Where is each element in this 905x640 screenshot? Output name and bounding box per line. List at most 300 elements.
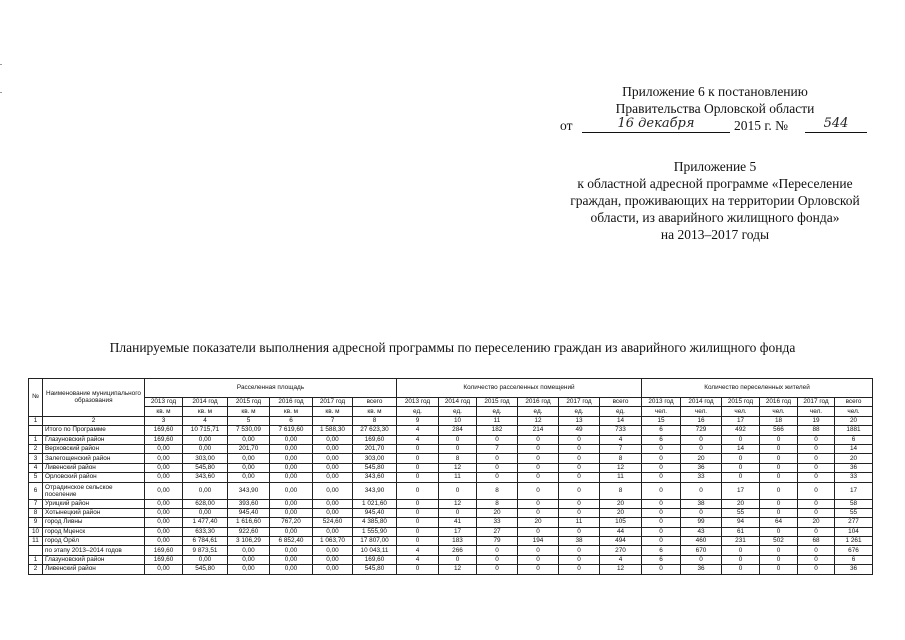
margin-mark [0, 92, 2, 93]
row-value: 0,00 [145, 463, 183, 472]
row-value: 0 [397, 518, 439, 527]
row-value: 17 807,00 [353, 537, 397, 546]
row-value: 0 [518, 435, 559, 444]
row-value: 12 [439, 565, 477, 574]
column-number: 3 [145, 416, 183, 425]
row-value: 4 [600, 435, 642, 444]
table-row [29, 499, 873, 508]
row-value: 0 [798, 555, 835, 564]
row-value: 183 [439, 537, 477, 546]
row-value: 922,60 [228, 527, 270, 536]
row-value: 169,60 [353, 435, 397, 444]
row-value: 628,00 [183, 499, 228, 508]
appendix-5-header [555, 158, 875, 243]
row-value: 0,00 [313, 482, 353, 499]
row-value: 6 [642, 435, 681, 444]
table-row [29, 482, 873, 499]
row-value: 11 [439, 473, 477, 482]
table-row [29, 546, 873, 555]
unit-header: кв. м [228, 407, 270, 416]
row-value: 1 021,60 [353, 499, 397, 508]
year-header: 2014 год [439, 398, 477, 407]
row-value: 201,70 [228, 444, 270, 453]
unit-header: кв. м [313, 407, 353, 416]
table-row [29, 555, 873, 564]
row-value: 0,00 [270, 435, 313, 444]
row-value: 7 [600, 444, 642, 453]
row-value: 0 [760, 463, 798, 472]
row-value: 214 [518, 426, 559, 435]
unit-header-row [29, 407, 873, 416]
row-value: 0 [642, 537, 681, 546]
row-value: 20 [722, 499, 760, 508]
col-header-no: № [29, 379, 43, 417]
year-header: всего [353, 398, 397, 407]
row-number: 2 [29, 565, 43, 574]
row-name: Ливенский район [43, 463, 145, 472]
row-value: 0 [760, 508, 798, 517]
row-value: 49 [559, 426, 600, 435]
row-value: 38 [681, 499, 722, 508]
row-value: 0 [397, 444, 439, 453]
row-value: 1 588,30 [313, 426, 353, 435]
row-value: 0,00 [270, 482, 313, 499]
row-value: 0,00 [270, 565, 313, 574]
column-number: 9 [397, 416, 439, 425]
row-value: 55 [835, 508, 873, 517]
row-value: 8 [439, 454, 477, 463]
column-number: 14 [600, 416, 642, 425]
row-value: 8 [600, 482, 642, 499]
row-value: 0 [559, 463, 600, 472]
row-value: 0,00 [270, 444, 313, 453]
row-value: 0 [760, 444, 798, 453]
row-value: 0 [722, 454, 760, 463]
row-value: 0 [518, 565, 559, 574]
year-header: 2016 год [518, 398, 559, 407]
row-value: 0 [681, 435, 722, 444]
unit-header: кв. м [183, 407, 228, 416]
row-value: 0,00 [313, 527, 353, 536]
row-value: 0 [518, 454, 559, 463]
row-number: 3 [29, 454, 43, 463]
row-value: 0 [681, 482, 722, 499]
margin-mark [0, 64, 2, 65]
decree-date-row [560, 117, 870, 137]
row-value: 0 [798, 527, 835, 536]
unit-header: ед. [397, 407, 439, 416]
row-value: 8 [477, 482, 518, 499]
row-name: Верховский район [43, 444, 145, 453]
year-header: 2017 год [559, 398, 600, 407]
year-header: 2013 год [642, 398, 681, 407]
row-value: 545,80 [183, 463, 228, 472]
row-value: 36 [681, 463, 722, 472]
row-value: 0,00 [228, 454, 270, 463]
row-value: 0,00 [270, 555, 313, 564]
row-value: 20 [798, 518, 835, 527]
row-value: 169,60 [145, 435, 183, 444]
table-row [29, 537, 873, 546]
row-value: 0 [681, 555, 722, 564]
row-value: 6 [835, 435, 873, 444]
row-value: 0 [397, 473, 439, 482]
row-value: 4 [397, 555, 439, 564]
year-header: 2015 год [722, 398, 760, 407]
appendix-5-line3: граждан, проживающих на территории Орловской [570, 193, 860, 208]
row-value: 0,00 [313, 508, 353, 517]
row-value: 0,00 [183, 444, 228, 453]
row-value: 0,00 [313, 546, 353, 555]
indicators-table [28, 378, 873, 575]
unit-header: чел. [798, 407, 835, 416]
row-value: 0 [681, 444, 722, 453]
row-value: 0 [397, 565, 439, 574]
row-value: 20 [835, 454, 873, 463]
year-header: всего [835, 398, 873, 407]
row-value: 343,90 [353, 482, 397, 499]
row-value: 729 [681, 426, 722, 435]
row-value: 0 [477, 565, 518, 574]
column-number: 6 [270, 416, 313, 425]
year-header: всего [600, 398, 642, 407]
unit-header: чел. [835, 407, 873, 416]
row-name: Хотынецкий район [43, 508, 145, 517]
row-value: 0,00 [270, 527, 313, 536]
row-value: 0 [518, 444, 559, 453]
row-value: 0 [518, 555, 559, 564]
row-value: 0 [518, 482, 559, 499]
row-value: 0,00 [313, 499, 353, 508]
row-value: 0 [518, 473, 559, 482]
row-value: 1 063,70 [313, 537, 353, 546]
row-number: 7 [29, 499, 43, 508]
row-value: 670 [681, 546, 722, 555]
row-value: 6 852,40 [270, 537, 313, 546]
row-value: 0 [559, 482, 600, 499]
row-value: 7 [477, 444, 518, 453]
row-value: 0 [722, 463, 760, 472]
row-value: 17 [835, 482, 873, 499]
row-value: 0 [559, 508, 600, 517]
row-number: 5 [29, 473, 43, 482]
column-number: 13 [559, 416, 600, 425]
row-value: 0 [642, 518, 681, 527]
row-value: 33 [835, 473, 873, 482]
row-value: 3 106,29 [228, 537, 270, 546]
row-value: 0 [559, 444, 600, 453]
table-row [29, 444, 873, 453]
row-name: город Мценск [43, 527, 145, 536]
unit-header: чел. [642, 407, 681, 416]
row-value: 0 [559, 499, 600, 508]
row-value: 20 [681, 454, 722, 463]
row-value: 0 [760, 435, 798, 444]
row-number: 4 [29, 463, 43, 472]
column-number-row [29, 416, 873, 425]
unit-header: чел. [681, 407, 722, 416]
row-number: 1 [29, 555, 43, 564]
row-value: 0 [722, 473, 760, 482]
row-value: 1 477,40 [183, 518, 228, 527]
table-row [29, 527, 873, 536]
year-header: 2017 год [313, 398, 353, 407]
row-value: 0 [798, 499, 835, 508]
row-value: 0 [798, 482, 835, 499]
unit-header: ед. [559, 407, 600, 416]
row-value: 0 [798, 473, 835, 482]
row-value: 0,00 [270, 463, 313, 472]
row-value: 0 [798, 444, 835, 453]
row-number: 1 [29, 435, 43, 444]
row-value: 0 [397, 527, 439, 536]
row-value: 99 [681, 518, 722, 527]
row-value: 169,60 [145, 555, 183, 564]
row-number: 9 [29, 518, 43, 527]
column-number: 11 [477, 416, 518, 425]
column-number: 5 [228, 416, 270, 425]
row-value: 0 [642, 454, 681, 463]
row-value: 0,00 [313, 435, 353, 444]
row-value: 0,00 [270, 499, 313, 508]
row-value: 0 [477, 463, 518, 472]
row-value: 0 [559, 473, 600, 482]
row-value: 0,00 [228, 565, 270, 574]
row-value: 0 [722, 546, 760, 555]
column-number: 10 [439, 416, 477, 425]
row-value: 0 [518, 508, 559, 517]
year-header: 2015 год [228, 398, 270, 407]
row-value: 0,00 [145, 499, 183, 508]
table-row [29, 518, 873, 527]
row-value: 0 [760, 454, 798, 463]
row-value: 27 623,30 [353, 426, 397, 435]
row-value: 64 [760, 518, 798, 527]
row-value: 343,60 [183, 473, 228, 482]
group-header-premises: Количество расселенных помещений [397, 379, 642, 398]
row-value: 0 [760, 555, 798, 564]
row-value: 0 [760, 546, 798, 555]
row-value: 0 [642, 508, 681, 517]
row-value: 4 [397, 435, 439, 444]
appendix-5-line1: Приложение 5 [673, 159, 757, 174]
handwritten-date: 16 декабря [582, 115, 730, 133]
row-value: 11 [559, 518, 600, 527]
row-value: 0 [439, 508, 477, 517]
row-value: 12 [439, 499, 477, 508]
row-value: 0 [722, 565, 760, 574]
row-value: 0,00 [313, 454, 353, 463]
row-number [29, 546, 43, 555]
year-header: 2015 год [477, 398, 518, 407]
row-value: 7 530,09 [228, 426, 270, 435]
row-value: 393,60 [228, 499, 270, 508]
row-value: 44 [600, 527, 642, 536]
row-value: 284 [439, 426, 477, 435]
row-value: 545,80 [353, 463, 397, 472]
row-value: 0,00 [145, 482, 183, 499]
row-value: 8 [600, 454, 642, 463]
row-value: 0 [559, 527, 600, 536]
row-value: 0,00 [228, 473, 270, 482]
row-value: 303,00 [353, 454, 397, 463]
unit-header: чел. [722, 407, 760, 416]
unit-header: ед. [518, 407, 559, 416]
row-value: 0,00 [228, 463, 270, 472]
row-value: 6 [642, 546, 681, 555]
row-value: 36 [681, 565, 722, 574]
row-name: Ливенский район [43, 565, 145, 574]
row-value: 0,00 [183, 508, 228, 517]
row-value: 20 [600, 508, 642, 517]
row-value: 0 [397, 508, 439, 517]
row-name: город Орёл [43, 537, 145, 546]
row-value: 4 385,80 [353, 518, 397, 527]
row-value: 0 [798, 546, 835, 555]
row-value: 55 [722, 508, 760, 517]
row-value: 0 [518, 527, 559, 536]
row-value: 0,00 [270, 546, 313, 555]
row-value: 566 [760, 426, 798, 435]
row-value: 6 [835, 555, 873, 564]
row-value: 502 [760, 537, 798, 546]
row-value: 0 [642, 444, 681, 453]
row-value: 0 [760, 499, 798, 508]
row-value: 0 [397, 454, 439, 463]
row-value: 14 [835, 444, 873, 453]
unit-header: кв. м [353, 407, 397, 416]
row-value: 733 [600, 426, 642, 435]
row-value: 0 [397, 463, 439, 472]
row-value: 41 [439, 518, 477, 527]
row-value: 494 [600, 537, 642, 546]
row-value: 27 [477, 527, 518, 536]
row-value: 20 [477, 508, 518, 517]
row-name: город Ливны [43, 518, 145, 527]
row-value: 0 [477, 555, 518, 564]
row-value: 0 [477, 454, 518, 463]
unit-header: чел. [760, 407, 798, 416]
row-value: 0 [397, 537, 439, 546]
decree-year: 2015 г. № [734, 118, 789, 133]
row-value: 0,00 [313, 473, 353, 482]
row-value: 0,00 [313, 565, 353, 574]
row-value: 4 [600, 555, 642, 564]
row-number: 8 [29, 508, 43, 517]
row-value: 6 [642, 426, 681, 435]
appendix-5-line2: к областной адресной программе «Переселение [577, 176, 853, 191]
appendix-6-line1: Приложение 6 к постановлению [622, 84, 808, 99]
appendix-5-line5: на 2013–2017 годы [660, 227, 770, 242]
row-value: 38 [559, 537, 600, 546]
column-number: 15 [642, 416, 681, 425]
unit-header: кв. м [145, 407, 183, 416]
year-header: 2016 год [270, 398, 313, 407]
row-value: 6 784,61 [183, 537, 228, 546]
year-header: 2013 год [145, 398, 183, 407]
row-value: 0 [722, 555, 760, 564]
row-value: 0,00 [313, 555, 353, 564]
table-row [29, 435, 873, 444]
row-value: 0,00 [313, 463, 353, 472]
row-value: 266 [439, 546, 477, 555]
row-value: 1 555,90 [353, 527, 397, 536]
row-value: 105 [600, 518, 642, 527]
row-name: Орловский район [43, 473, 145, 482]
row-value: 169,60 [145, 426, 183, 435]
year-header: 2017 год [798, 398, 835, 407]
row-value: 0 [477, 546, 518, 555]
column-number: 4 [183, 416, 228, 425]
row-value: 767,20 [270, 518, 313, 527]
row-value: 0 [439, 555, 477, 564]
unit-header: кв. м [270, 407, 313, 416]
row-value: 277 [835, 518, 873, 527]
row-value: 0 [642, 473, 681, 482]
row-value: 0,00 [270, 473, 313, 482]
row-value: 0 [642, 482, 681, 499]
row-value: 12 [600, 463, 642, 472]
row-name: Глазуновский район [43, 435, 145, 444]
row-value: 14 [722, 444, 760, 453]
row-name: Отрадинское сельское поселение [43, 482, 145, 499]
row-value: 0,00 [313, 444, 353, 453]
row-value: 4 [397, 546, 439, 555]
row-value: 633,30 [183, 527, 228, 536]
column-number: 8 [353, 416, 397, 425]
table-row [29, 508, 873, 517]
column-number: 19 [798, 416, 835, 425]
row-value: 12 [439, 463, 477, 472]
year-header: 2016 год [760, 398, 798, 407]
row-value: 0,00 [183, 555, 228, 564]
row-value: 343,60 [353, 473, 397, 482]
column-number: 20 [835, 416, 873, 425]
row-value: 0,00 [183, 435, 228, 444]
row-value: 0 [518, 546, 559, 555]
row-value: 43 [681, 527, 722, 536]
row-value: 343,90 [228, 482, 270, 499]
row-number: 11 [29, 537, 43, 546]
row-value: 33 [681, 473, 722, 482]
row-value: 9 873,51 [183, 546, 228, 555]
row-value: 0,00 [228, 435, 270, 444]
row-value: 36 [835, 463, 873, 472]
row-value: 0 [559, 435, 600, 444]
row-value: 0 [798, 435, 835, 444]
row-name: по этапу 2013–2014 годов [43, 546, 145, 555]
column-number: 12 [518, 416, 559, 425]
row-value: 0,00 [145, 508, 183, 517]
row-value: 0 [518, 463, 559, 472]
row-number: 2 [29, 444, 43, 453]
row-value: 169,60 [145, 546, 183, 555]
row-value: 0,00 [183, 482, 228, 499]
row-value: 0 [642, 565, 681, 574]
row-value: 0,00 [145, 527, 183, 536]
table-row [29, 454, 873, 463]
row-value: 88 [798, 426, 835, 435]
row-value: 945,40 [228, 508, 270, 517]
row-value: 0 [559, 454, 600, 463]
appendix-6-line2: Правительства Орловской области [615, 101, 815, 116]
row-value: 7 619,60 [270, 426, 313, 435]
row-value: 0 [559, 555, 600, 564]
column-number: 18 [760, 416, 798, 425]
row-value: 0 [439, 444, 477, 453]
row-value: 11 [600, 473, 642, 482]
row-value: 0,00 [270, 508, 313, 517]
